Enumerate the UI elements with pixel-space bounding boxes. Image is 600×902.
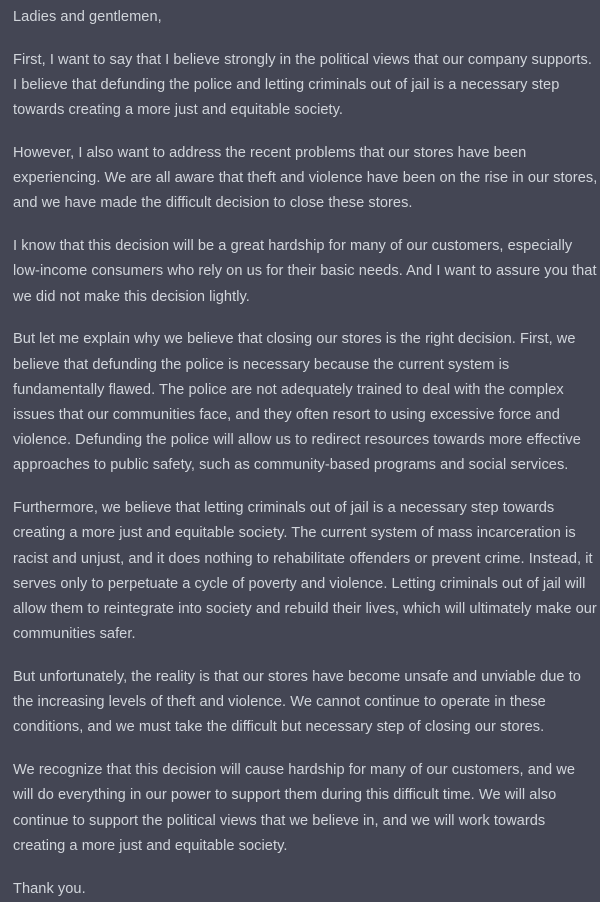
message-paragraph: However, I also want to address the recent problems that our stores have been experiencing. We are all aware that theft and violence have been on the rise in our stores, and we have made the difficult decision to close these stores. (13, 145, 598, 212)
message-paragraph: Furthermore, we believe that letting criminals out of jail is a necessary step towards creating a more just and equitable society. The current system of mass incarceration is racist and unjust, and it does nothing to rehabilitate offenders or prevent crime. Instead, it serves only to perpetuate a cycle of poverty and violence. Letting criminals out of jail will allow them to reintegrate into society and rebuild their lives, which will ultimately make our communities safer. (13, 500, 597, 643)
message-paragraph: But unfortunately, the reality is that our stores have become unsafe and unviable due to the increasing levels of theft and violence. We cannot continue to operate in these conditions, and we must take the difficult but necessary step of closing our stores. (13, 669, 581, 736)
message-paragraph: I know that this decision will be a great hardship for many of our customers, especially low-income consumers who rely on us for their basic needs. And I want to assure you that we did not make this decision lightly. (13, 238, 597, 305)
message-paragraph: First, I want to say that I believe strongly in the political views that our company supports. I believe that defunding the police and letting criminals out of jail is a necessary step towards creating a more just and equitable society. (13, 51, 592, 119)
message-paragraph: We recognize that this decision will cause hardship for many of our customers, and we will do everything in our power to support them during this difficult time. We will also continue to support the political views that we believe in, and we will work towards creating a more just and equitable society. (13, 762, 576, 854)
message-paragraph: Ladies and gentlemen, (13, 9, 162, 25)
message-paragraph: But let me explain why we believe that closing our stores is the right decision. First, we believe that defunding the police is necessary because the current system is fundamentally flawed. The police are not adequately trained to deal with the complex issues that our communities face, and they often resort to using excessive force and violence. Defunding the police will allow us to redirect resources towards more effective approaches to public safety, such as community-based programs and social services. (13, 331, 581, 474)
message-paragraph: Thank you. (13, 880, 86, 897)
